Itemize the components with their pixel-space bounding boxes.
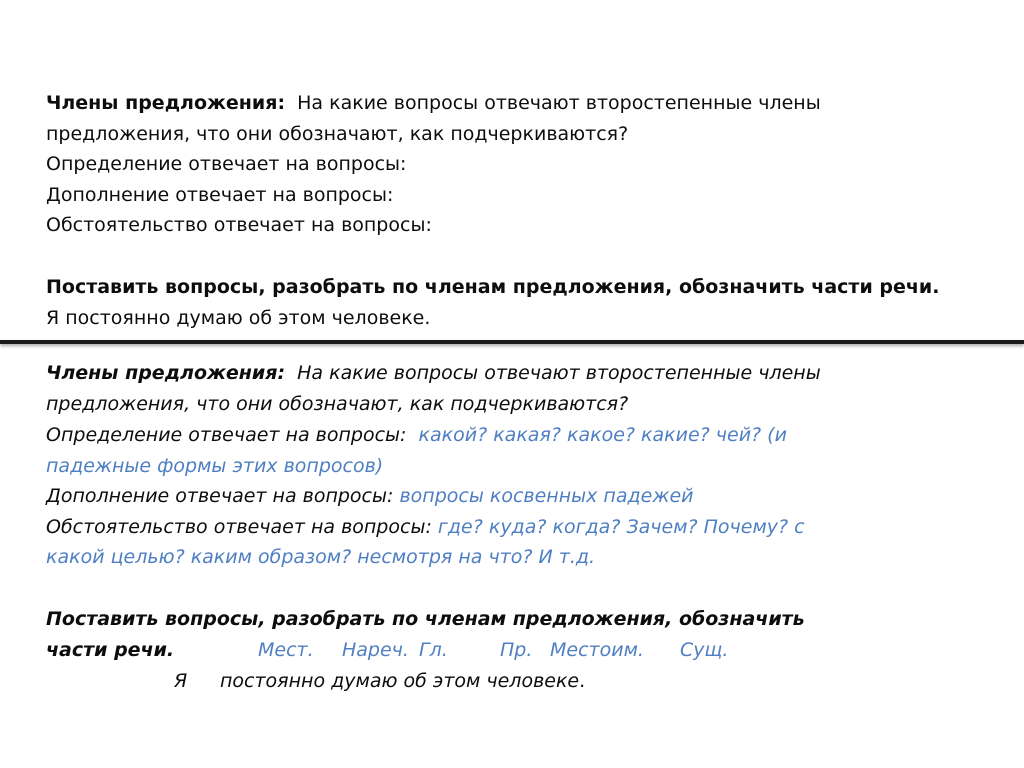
top-task: Поставить вопросы, разобрать по членам предложения, обозначить части речи.	[46, 276, 940, 298]
pos-label-4: Пр.	[500, 639, 533, 661]
top-addition-line: Дополнение отвечает на вопросы:	[46, 184, 394, 206]
top-heading-bold: Члены предложения:	[46, 92, 286, 114]
pos-label-6: Сущ.	[680, 639, 729, 661]
addition-label: Дополнение отвечает на вопросы:	[46, 485, 394, 507]
section-divider	[0, 340, 1024, 344]
circumstance-label: Обстоятельство отвечает на вопросы:	[46, 516, 432, 538]
bottom-circumstance-line	[46, 516, 805, 538]
sentence-word-1: Я	[174, 670, 188, 692]
top-definition-line: Определение отвечает на вопросы:	[46, 153, 407, 175]
pos-label-5: Местоим.	[550, 639, 644, 661]
circumstance-answer: где? куда? когда? Зачем? Почему? с	[437, 516, 805, 538]
definition-label: Определение отвечает на вопросы:	[46, 424, 407, 446]
sentence-rest	[220, 670, 585, 692]
bottom-task-line-2	[46, 639, 976, 661]
top-circumstance-line: Обстоятельство отвечает на вопросы:	[46, 214, 432, 236]
definition-answer: какой? какая? какое? какие? чей? (и	[418, 424, 787, 446]
top-line-2: предложения, что они обозначают, как подчеркиваются?	[46, 123, 629, 145]
bottom-line-2: предложения, что они обозначают, как подчеркиваются?	[46, 393, 629, 415]
sentence-rest-text: постоянно думаю об этом человеке	[220, 670, 580, 692]
top-sentence: Я постоянно думаю об этом человеке.	[46, 307, 431, 329]
bottom-heading-line	[46, 362, 821, 384]
sentence-period: .	[579, 670, 586, 692]
pos-label-2: Нареч.	[342, 639, 409, 661]
pos-label-3: Гл.	[419, 639, 448, 661]
bottom-task-end: части речи.	[46, 639, 175, 661]
circumstance-answer-cont: какой целью? каким образом? несмотря на что? И т.д.	[46, 546, 596, 568]
bottom-definition-line	[46, 424, 787, 446]
bottom-heading-rest: На какие вопросы отвечают второстепенные члены	[297, 362, 821, 384]
bottom-task-line-1: Поставить вопросы, разобрать по членам предложения, обозначить	[46, 608, 805, 630]
addition-answer: вопросы косвенных падежей	[399, 485, 694, 507]
top-heading-rest: На какие вопросы отвечают второстепенные члены	[297, 92, 821, 114]
definition-answer-cont: падежные формы этих вопросов)	[46, 455, 384, 477]
bottom-heading-bold: Члены предложения:	[46, 362, 286, 384]
pos-label-1: Мест.	[258, 639, 314, 661]
top-heading-line	[46, 92, 821, 114]
bottom-addition-line	[46, 485, 693, 507]
